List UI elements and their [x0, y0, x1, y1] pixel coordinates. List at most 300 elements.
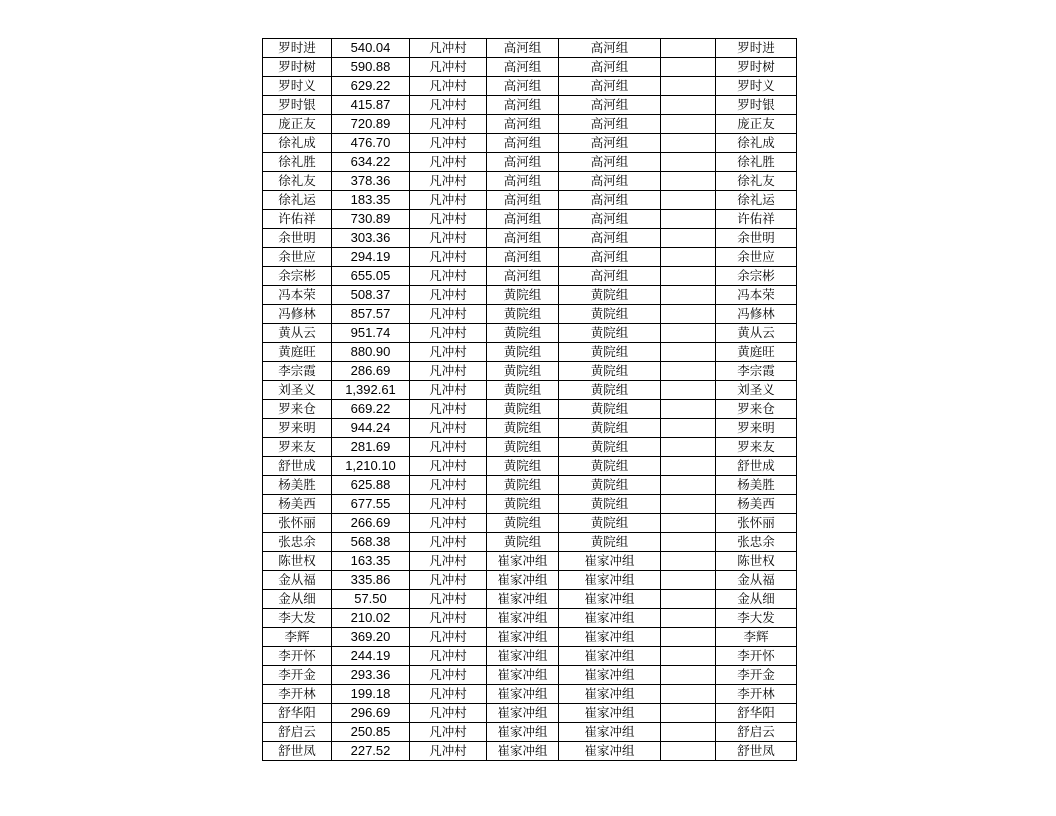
- name-cell: 舒启云: [263, 723, 332, 742]
- group-repeat-cell: 崔家冲组: [559, 685, 661, 704]
- table-row: [263, 267, 797, 286]
- name-cell: 徐礼运: [263, 191, 332, 210]
- group-repeat-cell: 黄院组: [559, 362, 661, 381]
- name-repeat-cell: 李宗霞: [716, 362, 797, 381]
- village-cell: 凡冲村: [410, 267, 487, 286]
- table-row: [263, 343, 797, 362]
- name-cell: 舒世成: [263, 457, 332, 476]
- group-cell: 高河组: [487, 191, 559, 210]
- empty-cell: [661, 172, 716, 191]
- group-cell: 崔家冲组: [487, 666, 559, 685]
- empty-cell: [661, 343, 716, 362]
- group-repeat-cell: 高河组: [559, 172, 661, 191]
- amount-cell: 1,392.61: [332, 381, 410, 400]
- group-cell: 崔家冲组: [487, 552, 559, 571]
- group-cell: 崔家冲组: [487, 704, 559, 723]
- name-repeat-cell: 金从细: [716, 590, 797, 609]
- name-repeat-cell: 庞正友: [716, 115, 797, 134]
- table-row: [263, 419, 797, 438]
- empty-cell: [661, 324, 716, 343]
- group-cell: 崔家冲组: [487, 571, 559, 590]
- group-repeat-cell: 崔家冲组: [559, 609, 661, 628]
- village-cell: 凡冲村: [410, 704, 487, 723]
- name-repeat-cell: 李开林: [716, 685, 797, 704]
- empty-cell: [661, 419, 716, 438]
- group-repeat-cell: 崔家冲组: [559, 742, 661, 761]
- amount-cell: 57.50: [332, 590, 410, 609]
- group-repeat-cell: 高河组: [559, 134, 661, 153]
- name-cell: 徐礼友: [263, 172, 332, 191]
- village-cell: 凡冲村: [410, 723, 487, 742]
- name-repeat-cell: 刘圣义: [716, 381, 797, 400]
- group-repeat-cell: 高河组: [559, 229, 661, 248]
- amount-cell: 227.52: [332, 742, 410, 761]
- name-cell: 黄从云: [263, 324, 332, 343]
- village-cell: 凡冲村: [410, 495, 487, 514]
- amount-cell: 163.35: [332, 552, 410, 571]
- amount-cell: 655.05: [332, 267, 410, 286]
- amount-cell: 590.88: [332, 58, 410, 77]
- village-cell: 凡冲村: [410, 286, 487, 305]
- village-cell: 凡冲村: [410, 248, 487, 267]
- empty-cell: [661, 533, 716, 552]
- name-cell: 冯本荣: [263, 286, 332, 305]
- empty-cell: [661, 495, 716, 514]
- village-cell: 凡冲村: [410, 514, 487, 533]
- village-cell: 凡冲村: [410, 590, 487, 609]
- name-cell: 庞正友: [263, 115, 332, 134]
- group-repeat-cell: 崔家冲组: [559, 552, 661, 571]
- table-row: [263, 609, 797, 628]
- empty-cell: [661, 96, 716, 115]
- table-row: [263, 685, 797, 704]
- table-row: [263, 571, 797, 590]
- name-cell: 李宗霞: [263, 362, 332, 381]
- name-repeat-cell: 陈世权: [716, 552, 797, 571]
- village-cell: 凡冲村: [410, 115, 487, 134]
- table-row: [263, 400, 797, 419]
- group-cell: 黄院组: [487, 305, 559, 324]
- table-row: [263, 552, 797, 571]
- empty-cell: [661, 229, 716, 248]
- name-repeat-cell: 黄从云: [716, 324, 797, 343]
- village-cell: 凡冲村: [410, 324, 487, 343]
- table-row: [263, 590, 797, 609]
- table-row: [263, 666, 797, 685]
- name-cell: 李开金: [263, 666, 332, 685]
- group-repeat-cell: 黄院组: [559, 438, 661, 457]
- empty-cell: [661, 134, 716, 153]
- table-row: [263, 457, 797, 476]
- group-cell: 黄院组: [487, 362, 559, 381]
- table-row: [263, 742, 797, 761]
- name-cell: 罗来仓: [263, 400, 332, 419]
- group-repeat-cell: 黄院组: [559, 381, 661, 400]
- name-cell: 杨美西: [263, 495, 332, 514]
- village-cell: 凡冲村: [410, 96, 487, 115]
- name-cell: 张怀丽: [263, 514, 332, 533]
- name-cell: 陈世权: [263, 552, 332, 571]
- village-cell: 凡冲村: [410, 419, 487, 438]
- group-repeat-cell: 高河组: [559, 153, 661, 172]
- village-cell: 凡冲村: [410, 666, 487, 685]
- group-repeat-cell: 黄院组: [559, 476, 661, 495]
- village-cell: 凡冲村: [410, 134, 487, 153]
- name-repeat-cell: 余世明: [716, 229, 797, 248]
- empty-cell: [661, 210, 716, 229]
- name-cell: 冯修林: [263, 305, 332, 324]
- name-cell: 金从细: [263, 590, 332, 609]
- name-cell: 金从福: [263, 571, 332, 590]
- name-repeat-cell: 余宗彬: [716, 267, 797, 286]
- table-row: [263, 476, 797, 495]
- name-repeat-cell: 舒启云: [716, 723, 797, 742]
- table-row: [263, 229, 797, 248]
- table-row: [263, 362, 797, 381]
- amount-cell: 266.69: [332, 514, 410, 533]
- name-repeat-cell: 罗时义: [716, 77, 797, 96]
- empty-cell: [661, 305, 716, 324]
- village-cell: 凡冲村: [410, 438, 487, 457]
- name-cell: 许佑祥: [263, 210, 332, 229]
- empty-cell: [661, 39, 716, 58]
- table-row: [263, 115, 797, 134]
- name-repeat-cell: 张忠余: [716, 533, 797, 552]
- empty-cell: [661, 552, 716, 571]
- group-repeat-cell: 崔家冲组: [559, 647, 661, 666]
- amount-cell: 669.22: [332, 400, 410, 419]
- name-cell: 罗时进: [263, 39, 332, 58]
- table-row: [263, 134, 797, 153]
- group-cell: 高河组: [487, 134, 559, 153]
- table-row: [263, 286, 797, 305]
- amount-cell: 286.69: [332, 362, 410, 381]
- table-row: [263, 172, 797, 191]
- name-cell: 徐礼胜: [263, 153, 332, 172]
- name-repeat-cell: 张怀丽: [716, 514, 797, 533]
- group-cell: 黄院组: [487, 419, 559, 438]
- group-repeat-cell: 高河组: [559, 248, 661, 267]
- group-cell: 黄院组: [487, 438, 559, 457]
- group-cell: 黄院组: [487, 324, 559, 343]
- village-cell: 凡冲村: [410, 305, 487, 324]
- name-repeat-cell: 罗时银: [716, 96, 797, 115]
- empty-cell: [661, 514, 716, 533]
- village-cell: 凡冲村: [410, 742, 487, 761]
- name-cell: 刘圣义: [263, 381, 332, 400]
- table-body: [263, 39, 797, 761]
- group-repeat-cell: 黄院组: [559, 286, 661, 305]
- name-repeat-cell: 许佑祥: [716, 210, 797, 229]
- village-cell: 凡冲村: [410, 362, 487, 381]
- village-cell: 凡冲村: [410, 77, 487, 96]
- group-repeat-cell: 黄院组: [559, 324, 661, 343]
- table-row: [263, 381, 797, 400]
- name-repeat-cell: 李辉: [716, 628, 797, 647]
- empty-cell: [661, 58, 716, 77]
- village-cell: 凡冲村: [410, 552, 487, 571]
- name-repeat-cell: 徐礼运: [716, 191, 797, 210]
- amount-cell: 720.89: [332, 115, 410, 134]
- name-repeat-cell: 罗时进: [716, 39, 797, 58]
- amount-cell: 634.22: [332, 153, 410, 172]
- amount-cell: 857.57: [332, 305, 410, 324]
- amount-cell: 1,210.10: [332, 457, 410, 476]
- village-cell: 凡冲村: [410, 533, 487, 552]
- group-repeat-cell: 高河组: [559, 115, 661, 134]
- amount-cell: 294.19: [332, 248, 410, 267]
- group-cell: 高河组: [487, 96, 559, 115]
- group-cell: 黄院组: [487, 286, 559, 305]
- name-cell: 黄庭旺: [263, 343, 332, 362]
- name-cell: 罗时银: [263, 96, 332, 115]
- empty-cell: [661, 628, 716, 647]
- name-cell: 舒华阳: [263, 704, 332, 723]
- name-cell: 舒世凤: [263, 742, 332, 761]
- name-repeat-cell: 罗时树: [716, 58, 797, 77]
- group-repeat-cell: 黄院组: [559, 305, 661, 324]
- table-row: [263, 647, 797, 666]
- name-repeat-cell: 金从福: [716, 571, 797, 590]
- village-cell: 凡冲村: [410, 210, 487, 229]
- amount-cell: 244.19: [332, 647, 410, 666]
- name-repeat-cell: 罗来友: [716, 438, 797, 457]
- amount-cell: 335.86: [332, 571, 410, 590]
- group-repeat-cell: 高河组: [559, 191, 661, 210]
- empty-cell: [661, 115, 716, 134]
- empty-cell: [661, 248, 716, 267]
- village-cell: 凡冲村: [410, 685, 487, 704]
- table-row: [263, 58, 797, 77]
- name-cell: 李辉: [263, 628, 332, 647]
- name-repeat-cell: 冯本荣: [716, 286, 797, 305]
- table-row: [263, 39, 797, 58]
- empty-cell: [661, 571, 716, 590]
- village-cell: 凡冲村: [410, 628, 487, 647]
- amount-cell: 296.69: [332, 704, 410, 723]
- village-cell: 凡冲村: [410, 457, 487, 476]
- village-cell: 凡冲村: [410, 381, 487, 400]
- group-cell: 崔家冲组: [487, 723, 559, 742]
- empty-cell: [661, 191, 716, 210]
- group-repeat-cell: 高河组: [559, 58, 661, 77]
- village-cell: 凡冲村: [410, 400, 487, 419]
- table-row: [263, 324, 797, 343]
- group-repeat-cell: 崔家冲组: [559, 571, 661, 590]
- amount-cell: 369.20: [332, 628, 410, 647]
- table-row: [263, 191, 797, 210]
- empty-cell: [661, 400, 716, 419]
- amount-cell: 210.02: [332, 609, 410, 628]
- group-cell: 黄院组: [487, 381, 559, 400]
- empty-cell: [661, 723, 716, 742]
- group-cell: 崔家冲组: [487, 590, 559, 609]
- group-repeat-cell: 黄院组: [559, 533, 661, 552]
- group-cell: 崔家冲组: [487, 742, 559, 761]
- empty-cell: [661, 286, 716, 305]
- group-cell: 高河组: [487, 172, 559, 191]
- amount-cell: 476.70: [332, 134, 410, 153]
- table-row: [263, 210, 797, 229]
- group-cell: 高河组: [487, 267, 559, 286]
- name-cell: 李大发: [263, 609, 332, 628]
- table-row: [263, 723, 797, 742]
- amount-cell: 568.38: [332, 533, 410, 552]
- name-repeat-cell: 杨美西: [716, 495, 797, 514]
- village-cell: 凡冲村: [410, 571, 487, 590]
- name-repeat-cell: 李开金: [716, 666, 797, 685]
- amount-cell: 508.37: [332, 286, 410, 305]
- empty-cell: [661, 267, 716, 286]
- group-repeat-cell: 黄院组: [559, 400, 661, 419]
- empty-cell: [661, 609, 716, 628]
- empty-cell: [661, 704, 716, 723]
- amount-cell: 677.55: [332, 495, 410, 514]
- group-repeat-cell: 崔家冲组: [559, 666, 661, 685]
- name-repeat-cell: 李大发: [716, 609, 797, 628]
- table-row: [263, 438, 797, 457]
- empty-cell: [661, 647, 716, 666]
- group-repeat-cell: 高河组: [559, 77, 661, 96]
- village-cell: 凡冲村: [410, 476, 487, 495]
- name-cell: 罗来明: [263, 419, 332, 438]
- table-row: [263, 533, 797, 552]
- table-row: [263, 495, 797, 514]
- amount-cell: 730.89: [332, 210, 410, 229]
- name-repeat-cell: 余世应: [716, 248, 797, 267]
- empty-cell: [661, 438, 716, 457]
- empty-cell: [661, 362, 716, 381]
- data-table: [262, 38, 797, 761]
- empty-cell: [661, 457, 716, 476]
- village-cell: 凡冲村: [410, 343, 487, 362]
- group-cell: 崔家冲组: [487, 685, 559, 704]
- village-cell: 凡冲村: [410, 153, 487, 172]
- name-repeat-cell: 李开怀: [716, 647, 797, 666]
- name-cell: 罗时义: [263, 77, 332, 96]
- empty-cell: [661, 590, 716, 609]
- amount-cell: 625.88: [332, 476, 410, 495]
- empty-cell: [661, 476, 716, 495]
- group-cell: 崔家冲组: [487, 609, 559, 628]
- name-cell: 杨美胜: [263, 476, 332, 495]
- amount-cell: 293.36: [332, 666, 410, 685]
- group-cell: 黄院组: [487, 476, 559, 495]
- group-repeat-cell: 高河组: [559, 210, 661, 229]
- name-repeat-cell: 杨美胜: [716, 476, 797, 495]
- village-cell: 凡冲村: [410, 609, 487, 628]
- amount-cell: 250.85: [332, 723, 410, 742]
- group-repeat-cell: 高河组: [559, 96, 661, 115]
- village-cell: 凡冲村: [410, 39, 487, 58]
- group-repeat-cell: 黄院组: [559, 343, 661, 362]
- table-row: [263, 96, 797, 115]
- group-cell: 黄院组: [487, 343, 559, 362]
- table-row: [263, 704, 797, 723]
- name-repeat-cell: 舒华阳: [716, 704, 797, 723]
- village-cell: 凡冲村: [410, 229, 487, 248]
- group-cell: 高河组: [487, 39, 559, 58]
- name-cell: 李开怀: [263, 647, 332, 666]
- amount-cell: 951.74: [332, 324, 410, 343]
- group-cell: 高河组: [487, 153, 559, 172]
- amount-cell: 378.36: [332, 172, 410, 191]
- name-repeat-cell: 徐礼友: [716, 172, 797, 191]
- name-cell: 余宗彬: [263, 267, 332, 286]
- name-cell: 罗时树: [263, 58, 332, 77]
- group-cell: 高河组: [487, 210, 559, 229]
- group-repeat-cell: 崔家冲组: [559, 628, 661, 647]
- group-repeat-cell: 高河组: [559, 267, 661, 286]
- empty-cell: [661, 77, 716, 96]
- empty-cell: [661, 381, 716, 400]
- amount-cell: 880.90: [332, 343, 410, 362]
- table-row: [263, 248, 797, 267]
- name-cell: 张忠余: [263, 533, 332, 552]
- group-cell: 黄院组: [487, 533, 559, 552]
- group-repeat-cell: 黄院组: [559, 495, 661, 514]
- name-cell: 徐礼成: [263, 134, 332, 153]
- group-repeat-cell: 黄院组: [559, 457, 661, 476]
- name-cell: 余世应: [263, 248, 332, 267]
- village-cell: 凡冲村: [410, 647, 487, 666]
- name-repeat-cell: 舒世凤: [716, 742, 797, 761]
- group-repeat-cell: 黄院组: [559, 514, 661, 533]
- empty-cell: [661, 153, 716, 172]
- group-cell: 崔家冲组: [487, 647, 559, 666]
- name-cell: 李开林: [263, 685, 332, 704]
- amount-cell: 540.04: [332, 39, 410, 58]
- empty-cell: [661, 685, 716, 704]
- table-row: [263, 153, 797, 172]
- group-repeat-cell: 高河组: [559, 39, 661, 58]
- group-cell: 黄院组: [487, 400, 559, 419]
- name-repeat-cell: 徐礼胜: [716, 153, 797, 172]
- village-cell: 凡冲村: [410, 172, 487, 191]
- name-cell: 罗来友: [263, 438, 332, 457]
- village-cell: 凡冲村: [410, 191, 487, 210]
- name-repeat-cell: 罗来明: [716, 419, 797, 438]
- group-cell: 高河组: [487, 115, 559, 134]
- name-cell: 余世明: [263, 229, 332, 248]
- name-repeat-cell: 冯修林: [716, 305, 797, 324]
- table-row: [263, 305, 797, 324]
- amount-cell: 183.35: [332, 191, 410, 210]
- group-cell: 高河组: [487, 248, 559, 267]
- name-repeat-cell: 罗来仓: [716, 400, 797, 419]
- empty-cell: [661, 666, 716, 685]
- table-row: [263, 628, 797, 647]
- group-cell: 黄院组: [487, 514, 559, 533]
- amount-cell: 415.87: [332, 96, 410, 115]
- table-row: [263, 77, 797, 96]
- amount-cell: 629.22: [332, 77, 410, 96]
- village-cell: 凡冲村: [410, 58, 487, 77]
- group-cell: 高河组: [487, 229, 559, 248]
- amount-cell: 199.18: [332, 685, 410, 704]
- group-repeat-cell: 崔家冲组: [559, 704, 661, 723]
- name-repeat-cell: 舒世成: [716, 457, 797, 476]
- amount-cell: 281.69: [332, 438, 410, 457]
- amount-cell: 303.36: [332, 229, 410, 248]
- name-repeat-cell: 黄庭旺: [716, 343, 797, 362]
- group-cell: 崔家冲组: [487, 628, 559, 647]
- empty-cell: [661, 742, 716, 761]
- group-repeat-cell: 崔家冲组: [559, 723, 661, 742]
- amount-cell: 944.24: [332, 419, 410, 438]
- name-repeat-cell: 徐礼成: [716, 134, 797, 153]
- group-cell: 高河组: [487, 58, 559, 77]
